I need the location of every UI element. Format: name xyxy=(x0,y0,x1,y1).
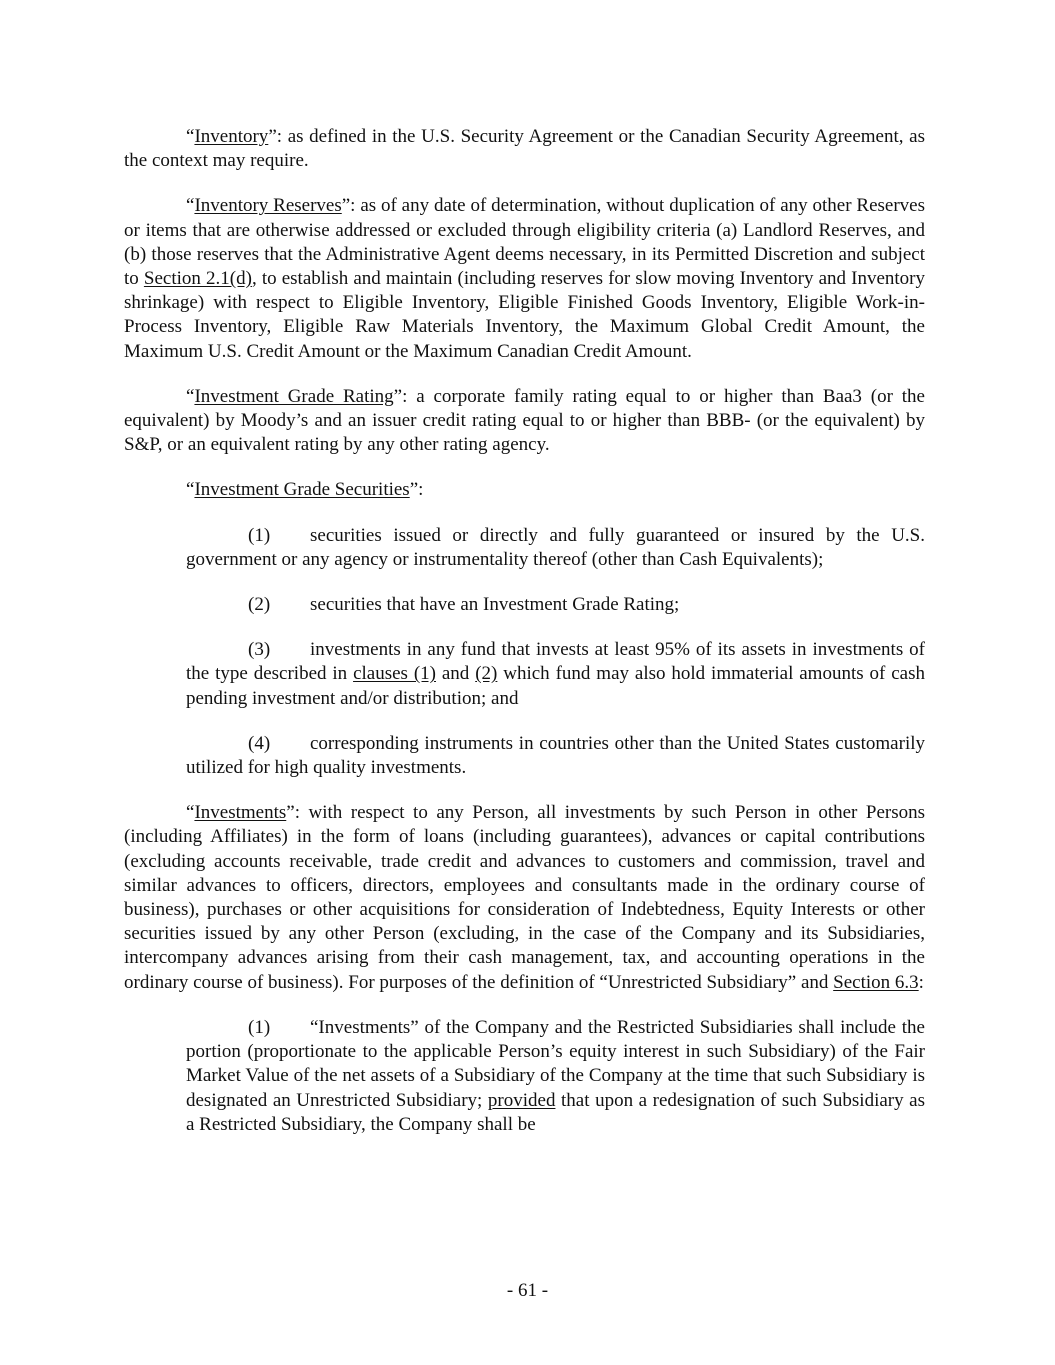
definition-inventory: “Inventory”: as defined in the U.S. Security Agreement or the Canadian Security Agreement, as the context may require. xyxy=(124,126,925,172)
clause-number: (2) xyxy=(248,594,271,616)
proviso-term: provided xyxy=(487,1089,556,1111)
defined-term: Investment Grade Securities xyxy=(194,479,410,501)
clause-reference: clauses (1) xyxy=(353,663,436,685)
clause-item: (2) securities that have an Investment Grade Rating; xyxy=(186,593,925,617)
page-number: - 61 - xyxy=(506,1280,549,1301)
clause-number: (1) xyxy=(248,1016,271,1038)
clause-item: (1) securities issued or directly and fully guaranteed or insured by the U.S. government or any agency or instrumentality thereof (other than Cash Equivalents); xyxy=(186,524,925,570)
clause-item: (1) “Investments” of the Company and the Restricted Subsidiaries shall include the portion (proportionate to the applicable Person’s equity interest in such Subsidiary) of the Fair Market Value of the net assets of a Subsidiary of the Company at the time that such Subsidiary is designated an Unrestricted Subsidiary; provided that upon a redesignation of such Subsidiary as a Restricted Subsidiary, the Company shall be xyxy=(186,1016,925,1135)
definition-investments: “Investments”: with respect to any Person, all investments by such Person in other Persons (including Affiliates) in the form of loans (including guarantees), advances or capital contributions (excluding accounts receivable, trade credit and advances to customers and commission, travel and similar advances to officers, directors, employees and consultants made in the ordinary course of business), purchases or other acquisitions for consideration of Indebtedness, Equity Interests or other securities issued by any other Person (excluding, in the case of the Company and its Subsidiaries, intercompany advances arising from their cash management, tax, and accounting operations in the ordinary course of business). For purposes of the definition of “Unrestricted Subsidiary” and Section 6.3: xyxy=(124,802,925,993)
defined-term: Inventory Reserves xyxy=(194,195,342,217)
clause-number: (3) xyxy=(248,639,271,661)
document-page xyxy=(124,125,925,1158)
clause-item: (3) investments in any fund that invests at least 95% of its assets in investments of the type described in clauses (1) and (2) which fund may also hold immaterial amounts of cash pending investment and/or distribution; and xyxy=(186,639,925,709)
clause-number: (4) xyxy=(248,732,271,754)
defined-term: Investment Grade Rating xyxy=(194,385,394,407)
section-reference: Section 2.1(d) xyxy=(143,268,252,290)
defined-term: Inventory xyxy=(194,126,269,147)
definition-investment-grade-rating: “Investment Grade Rating”: a corporate family rating equal to or higher than Baa3 (or the equivalent) by Moody’s and an issuer credit rating equal to or higher than BBB- (or the equivalent) by S&P, or an equivalent rating by any other rating agency. xyxy=(124,385,925,456)
section-reference: Section 6.3 xyxy=(833,971,919,993)
defined-term: Investments xyxy=(194,802,287,824)
definition-inventory-reserves: “Inventory Reserves”: as of any date of determination, without duplication of any other Reserves or items that are otherwise addressed or excluded through eligibility criteria (a) Landlord Reserves, and (b) those reserves that the Administrative Agent deems necessary, in its Permitted Discretion and subject to Section 2.1(d), to establish and maintain (including reserves for slow moving Inventory and Inventory shrinkage) with respect to Eligible Inventory, Eligible Finished Goods Inventory, Eligible Work-in-Process Inventory, Eligible Raw Materials Inventory, the Maximum Global Credit Amount, the Maximum U.S. Credit Amount or the Maximum Canadian Credit Amount. xyxy=(124,195,925,362)
clause-item: (4) corresponding instruments in countries other than the United States customarily utilized for high quality investments. xyxy=(186,732,925,779)
definition-investment-grade-securities: “Investment Grade Securities”: xyxy=(186,479,424,501)
clause-reference: (2) xyxy=(475,663,498,685)
clause-number: (1) xyxy=(248,524,271,546)
